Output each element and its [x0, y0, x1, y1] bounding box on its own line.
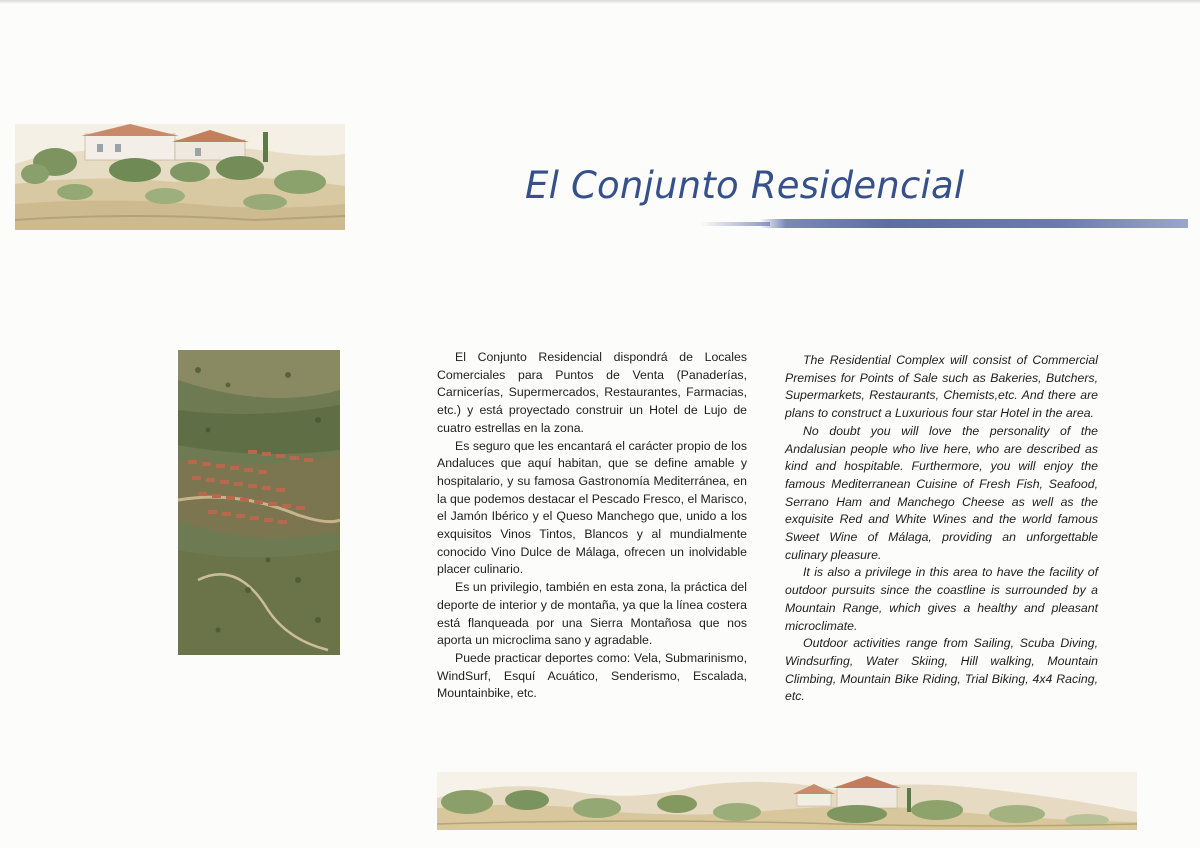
english-paragraph: It is also a privilege in this area to have the facility of outdoor pursuits since the coastline is surrounded by a Mountain Range, which gives a healthy and pleasant microclimate.	[785, 565, 1098, 633]
title-rule	[760, 219, 1188, 228]
english-paragraph: Outdoor activities range from Sailing, Scuba Diving, Windsurfing, Water Skiing, Hill walking, Mountain Climbing, Mountain Bike Riding, Trial Biking, 4x4 Racing, etc.	[785, 636, 1098, 704]
spanish-paragraph: Es seguro que les encantará el carácter propio de los Andaluces que aquí habitan, que se define amable y hospitalario, y su famosa Gastronomía Mediterránea, en la que podemos destacar el Pescado Fresco, el Marisco, el Jamón Ibérico y el Queso Manchego que, unido a los exquisitos Vinos Tintos, Blancos y al mundialmente conocido Vino Dulce de Málaga, ofrecen un inolvidable placer culinario.	[437, 438, 747, 577]
spanish-paragraph: El Conjunto Residencial dispondrá de Locales Comerciales para Puntos de Venta (Panaderías, Carnicerías, Supermercados, Restaurantes, Farmacias, etc.) y está proyectado construir un Hotel de Lujo de cuatro estrellas en la zona.	[437, 350, 747, 435]
spanish-paragraph: Es un privilegio, también en esta zona, la práctica del deporte de interior y de montaña, ya que la línea costera está flanqueada por una Sierra Montañosa que nos aporta un microclima sano y agradable.	[437, 580, 747, 648]
scan-edge	[0, 0, 1200, 4]
english-paragraph: The Residential Complex will consist of Commercial Premises for Points of Sale such as Bakeries, Butchers, Supermarkets, Restaurants, Chemists,etc. And there are plans to construct a Luxurious four star Hotel in the area.	[785, 353, 1098, 421]
spanish-paragraph: Puede practicar deportes como: Vela, Submarinismo, WindSurf, Esquí Acuático, Senderismo, Escalada, Mountainbike, etc.	[437, 650, 747, 701]
spanish-text-column	[437, 349, 747, 703]
landscape-watercolor-strip	[437, 772, 1137, 830]
villa-watercolor-image	[15, 124, 345, 230]
page-title: El Conjunto Residencial	[525, 164, 965, 207]
aerial-photo-image	[178, 350, 340, 655]
english-text-column	[785, 352, 1098, 706]
english-paragraph: No doubt you will love the personality of the Andalusian people who live here, who are described as kind and hospitable. Furthermore, you will enjoy the famous Mediterranean Cuisine of Fresh Fish, Seafood, Serrano Ham and Manchego Cheese as well as the exquisite Red and White Wines and the world famous Sweet Wine of Málaga, providing an unforgettable culinary pleasure.	[785, 423, 1098, 562]
